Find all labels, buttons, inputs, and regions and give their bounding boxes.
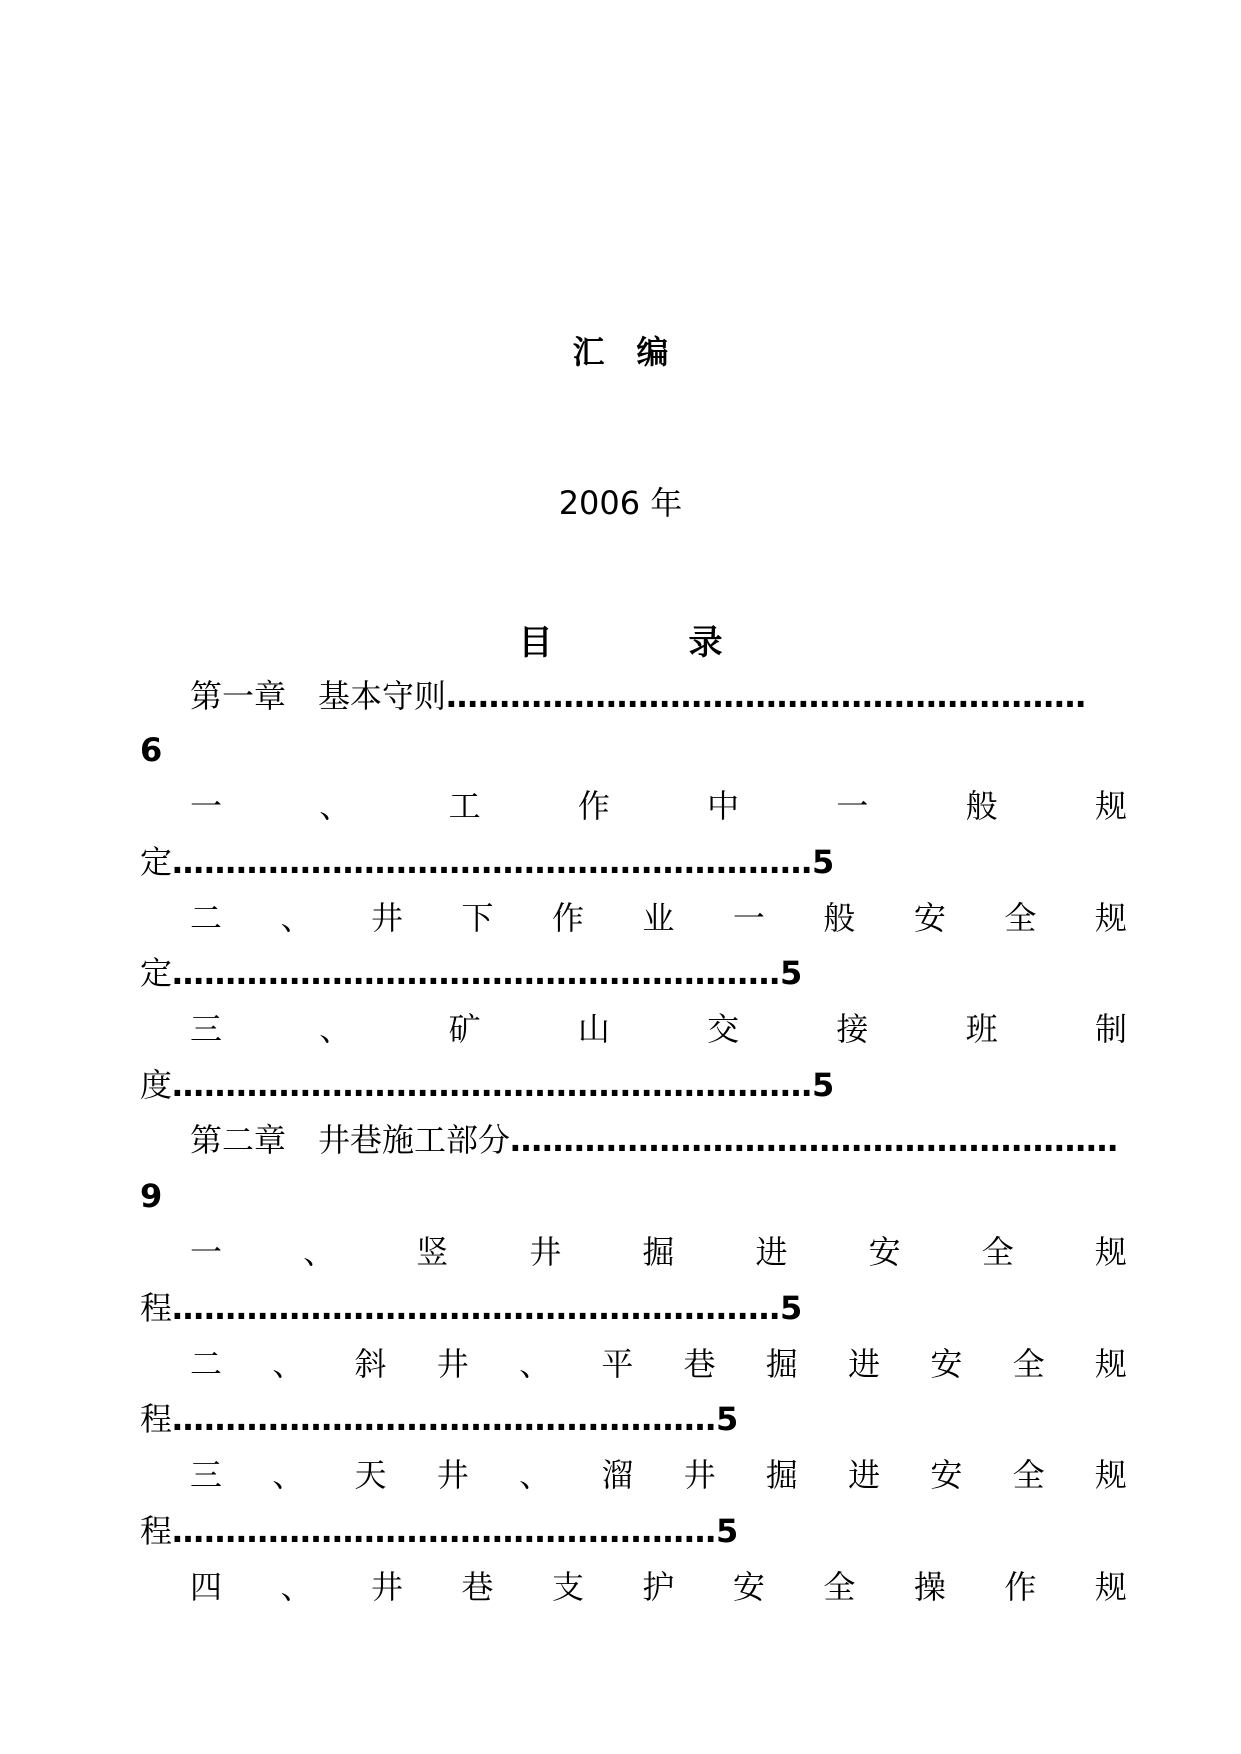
toc-entry-tail: 度 [140,1066,173,1104]
toc-page-number: 5 [812,1066,835,1104]
toc-char: 下 [461,899,494,937]
toc-leader-dots: …………………………………………………… [172,843,813,881]
toc-char: 班 [965,1010,998,1048]
toc-chapter-1[interactable] [190,676,1086,716]
toc-char: 般 [965,787,998,825]
toc-char: 三 [190,1456,223,1494]
toc-entry-5-cont[interactable] [140,1288,802,1328]
toc-char: 全 [1012,1456,1045,1494]
toc-char: 矿 [448,1010,481,1048]
toc-char: 井 [683,1456,716,1494]
toc-char: 全 [1004,899,1037,937]
toc-entry-3[interactable] [190,1009,1127,1049]
toc-leader-dots: …………………………………………………… [172,1066,813,1104]
toc-char: 制 [1094,1010,1127,1048]
toc-entry-7-cont[interactable] [140,1511,738,1551]
toc-char: 井 [370,899,403,937]
toc-page-number: 6 [140,731,163,769]
year-label: 2006 年 [558,484,683,522]
toc-page-number-line [140,730,162,770]
toc-page-number: 5 [716,1512,739,1550]
toc-char: 规 [1094,1345,1127,1383]
toc-entry-2[interactable] [190,898,1127,938]
toc-char: 安 [913,899,946,937]
toc-leader-dots: …………………………………………………… [446,677,1087,715]
toc-char: 、 [519,1456,552,1494]
toc-entry-2-cont[interactable] [140,953,802,993]
toc-page-number: 9 [140,1177,163,1215]
toc-entry-tail: 定 [140,843,173,881]
toc-char: 斜 [354,1345,387,1383]
toc-entry-title: 第二章 井巷施工部分 [190,1121,511,1159]
toc-char: 规 [1094,787,1127,825]
toc-char: 规 [1094,1568,1127,1606]
toc-char: 、 [319,787,352,825]
toc-entry-7[interactable] [190,1455,1127,1495]
toc-char: 山 [577,1010,610,1048]
toc-entry-3-cont[interactable] [140,1065,834,1105]
toc-char: 、 [272,1456,305,1494]
toc-char: 二 [190,899,223,937]
toc-char: 竖 [416,1233,449,1271]
toc-entry-tail: 程 [140,1289,173,1327]
toc-char: 三 [190,1010,223,1048]
toc-char: 进 [755,1233,788,1271]
page-heading: 汇 编 [572,333,669,371]
toc-char: 井 [529,1233,562,1271]
toc-char: 交 [707,1010,740,1048]
toc-page-number: 5 [780,954,803,992]
toc-char: 井 [436,1345,469,1383]
toc-char: 安 [930,1345,963,1383]
toc-char: 全 [1012,1345,1045,1383]
toc-char: 操 [913,1568,946,1606]
toc-char: 巷 [683,1345,716,1383]
toc-entry-tail: 定 [140,954,173,992]
toc-leader-dots: …………………………………………… [172,1400,717,1438]
toc-leader-dots: ………………………………………………… [172,954,781,992]
toc-char: 井 [436,1456,469,1494]
toc-char: 进 [848,1456,881,1494]
toc-char: 全 [823,1568,856,1606]
toc-char: 接 [836,1010,869,1048]
toc-char: 一 [190,1233,223,1271]
toc-char: 、 [319,1010,352,1048]
toc-char: 、 [280,1568,313,1606]
toc-char: 、 [272,1345,305,1383]
toc-char: 全 [981,1233,1014,1271]
toc-entry-6-cont[interactable] [140,1399,738,1439]
toc-char: 井 [370,1568,403,1606]
toc-char: 天 [354,1456,387,1494]
toc-entry-6[interactable] [190,1344,1127,1384]
toc-char: 规 [1094,899,1127,937]
toc-title: 目 录 [518,623,723,663]
toc-entry-1[interactable] [190,786,1127,826]
toc-char: 工 [448,787,481,825]
toc-page-number-line [140,1176,162,1216]
toc-page-number: 5 [812,843,835,881]
toc-entry-tail: 程 [140,1512,173,1550]
toc-char: 、 [303,1233,336,1271]
toc-char: 规 [1094,1233,1127,1271]
toc-leader-dots: ………………………………………………… [510,1121,1119,1159]
toc-char: 四 [190,1568,223,1606]
toc-char: 巷 [461,1568,494,1606]
toc-char: 作 [551,899,584,937]
toc-char: 支 [551,1568,584,1606]
toc-char: 安 [732,1568,765,1606]
toc-entry-8[interactable] [190,1567,1127,1607]
toc-char: 一 [190,787,223,825]
toc-leader-dots: …………………………………………… [172,1512,717,1550]
toc-entry-tail: 程 [140,1400,173,1438]
toc-entry-1-cont[interactable] [140,842,834,882]
toc-entry-5[interactable] [190,1232,1127,1272]
toc-char: 业 [642,899,675,937]
toc-char: 二 [190,1345,223,1383]
toc-char: 掘 [765,1345,798,1383]
toc-char: 中 [707,787,740,825]
toc-entry-title: 第一章 基本守则 [190,677,447,715]
toc-leader-dots: ………………………………………………… [172,1289,781,1327]
toc-char: 、 [280,899,313,937]
toc-char: 掘 [642,1233,675,1271]
toc-char: 、 [519,1345,552,1383]
toc-char: 一 [732,899,765,937]
toc-page-number: 5 [716,1400,739,1438]
toc-char: 安 [868,1233,901,1271]
toc-char: 作 [1004,1568,1037,1606]
toc-char: 掘 [765,1456,798,1494]
toc-page-number: 5 [780,1289,803,1327]
toc-char: 一 [836,787,869,825]
toc-char: 进 [848,1345,881,1383]
toc-char: 平 [601,1345,634,1383]
toc-char: 安 [930,1456,963,1494]
toc-char: 溜 [601,1456,634,1494]
toc-char: 般 [823,899,856,937]
toc-char: 护 [642,1568,675,1606]
toc-char: 作 [577,787,610,825]
toc-char: 规 [1094,1456,1127,1494]
toc-chapter-2[interactable] [190,1120,1118,1160]
